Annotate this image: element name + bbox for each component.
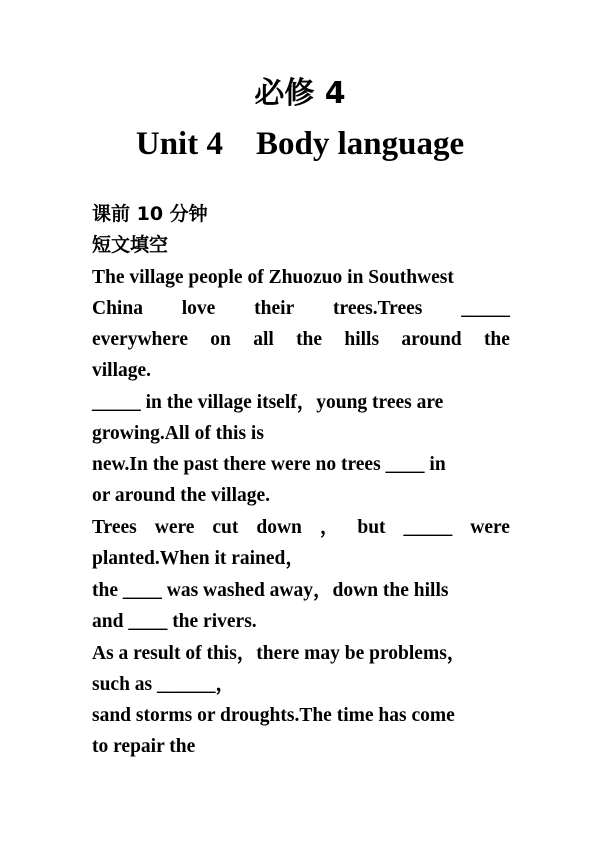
passage-word: cut [212, 517, 239, 538]
passage-line: or around the village. [92, 485, 271, 506]
passage-line-justified [92, 324, 510, 355]
passage-punctuation: ， [319, 517, 340, 538]
passage-word: but [357, 517, 386, 538]
passage-word: China [92, 298, 143, 319]
unit-title: Unit 4 Body language [135, 126, 465, 162]
passage-line: village. [92, 360, 152, 381]
passage-word: the [483, 329, 510, 350]
answer-blank: _____ [461, 298, 510, 319]
passage-line: the ____ was washed away，down the hills [92, 580, 449, 601]
passage-line: As a result of this，there may be problems， [92, 643, 467, 664]
passage-line: and ____ the rivers. [92, 611, 257, 632]
passage-line-justified [92, 512, 510, 543]
passage-word: were [154, 517, 195, 538]
passage-line: planted.When it rained， [92, 548, 305, 569]
passage-line: growing.All of this is [92, 423, 264, 444]
passage-line: _____ in the village itself，young trees are [92, 392, 444, 413]
passage-word: were [470, 517, 510, 538]
passage-word: around [401, 329, 462, 350]
passage-word: everywhere [92, 329, 189, 350]
passage-word: on [210, 329, 231, 350]
passage-word: hills [344, 329, 380, 350]
passage-line: new.In the past there were no trees ____ in [92, 454, 446, 475]
passage-line-justified [92, 293, 510, 324]
book-title: 必修 4 [254, 76, 346, 111]
passage-line: The village people of Zhuozuo in Southwest [92, 267, 454, 288]
passage-line: such as ______， [92, 674, 236, 695]
passage-word: their [254, 298, 295, 319]
passage-word: down [256, 517, 302, 538]
passage-word: love [181, 298, 216, 319]
passage-word: all [253, 329, 274, 350]
passage-line: to repair the [92, 736, 196, 757]
passage-word: the [296, 329, 323, 350]
section-heading-warmup: 课前 10 分钟 [92, 203, 208, 225]
passage-word: Trees [92, 517, 137, 538]
passage-word: trees.Trees [333, 298, 423, 319]
answer-blank: _____ [403, 517, 453, 538]
section-heading-fill-blank: 短文填空 [92, 234, 169, 256]
passage-line: sand storms or droughts.The time has come [92, 705, 455, 726]
